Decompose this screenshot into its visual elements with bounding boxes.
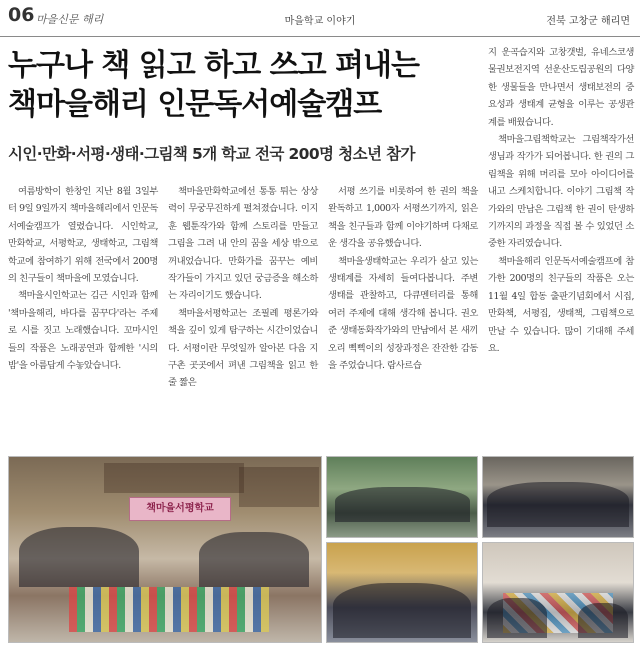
photo-drawing-workshop bbox=[482, 542, 634, 643]
photo-outdoor-group bbox=[326, 456, 478, 538]
paragraph: 책마을시인학교는 김근 시인과 함께 '책마을해리, 바다를 꿈꾸다'라는 주제로 시를 짓고 노래했습니다. 꼬마시인들의 작품은 노래공연과 함께한 '시의 밤'을 아름답게 수놓았습니다. bbox=[8, 290, 158, 372]
newspaper-name: 마을신문 해리 bbox=[36, 13, 104, 26]
article-subhead: 시인·만화·서평·생태·그림책 5개 학교 전국 200명 청소년 참가 bbox=[8, 145, 415, 163]
article-column-2 bbox=[168, 183, 318, 392]
people-shape bbox=[487, 598, 547, 638]
paragraph: 책마을해리 인문독서예술캠프에 참가한 200명의 친구들의 작품은 오는 11월 4일 합동 출판기념회에서 시집, 만화책, 서평집, 생태책, 그림책으로 만날 수 있습니다. 많이 기대해 주세요. bbox=[488, 255, 634, 354]
people-shape bbox=[335, 487, 470, 522]
headline-line-1: 누구나 책 읽고 하고 쓰고 펴내는 bbox=[8, 48, 419, 83]
people-shape bbox=[333, 583, 471, 638]
paragraph: 책마을그림책학교는 그림책작가선생님과 작가가 되어봅니다. 한 권의 그림책을 위해 머리를 모아 아이디어를 내고 스케치합니다. 이야기 그림책 작가와의 만남은 그림책 한 권이 탄생하기까지의 과정을 직접 볼 수 있었던 소중한 자리였습니다. bbox=[488, 134, 634, 250]
paragraph: 책마을만화학교에선 통통 튀는 상상력이 무궁무진하게 펼쳐졌습니다. 이지훈 웹툰작가와 함께 스토리를 만들고 그림을 그려 내 안의 꿈을 세상 밖으로 꺼내었습니다. 만화가를 꿈꾸는 예비 작가들이 가지고 있던 궁금증을 해소하는 자리이기도 했습니다. bbox=[168, 186, 318, 302]
photo-group-portrait bbox=[482, 456, 634, 538]
people-shape bbox=[199, 532, 309, 587]
paragraph: 책마을서평학교는 조필례 평론가와 책을 깊이 있게 탐구하는 시간이었습니다. 서평이란 무엇일까 알아본 다음 지구촌 곳곳에서 펴낸 그림책을 읽고 한 줄 짧은 bbox=[168, 307, 318, 389]
people-shape bbox=[19, 527, 139, 587]
bookshelf-shape bbox=[239, 467, 319, 507]
headline-line-2: 책마을해리 인문독서예술캠프 bbox=[8, 87, 382, 122]
banner-text: 책마을서평학교 bbox=[146, 503, 214, 514]
page-header bbox=[0, 0, 640, 37]
photo-banner bbox=[129, 497, 231, 521]
article-column-3 bbox=[328, 183, 478, 374]
bookshelf-shape bbox=[104, 463, 244, 493]
photo-library-book-table bbox=[8, 456, 322, 643]
section-title: 마을학교 이야기 bbox=[284, 16, 356, 27]
location-label: 전북 고창군 해리면 bbox=[546, 16, 630, 27]
people-shape bbox=[487, 482, 629, 527]
paragraph: 지 운곡습지와 고창갯벌, 유네스코생물권보전지역 선운산도립공원의 다양한 생물들을 만나면서 생태보전의 중요성과 생태계 균형을 이루는 공생관계를 배웠습니다. bbox=[488, 47, 634, 128]
article-headline bbox=[8, 46, 478, 124]
article-column-1 bbox=[8, 183, 158, 374]
people-shape bbox=[578, 603, 628, 638]
page-number: 06 bbox=[8, 4, 35, 26]
article-column-4 bbox=[488, 44, 634, 357]
paragraph: 여름방학이 한창인 지난 8월 3일부터 9일 9일까지 책마을해리에서 인문독서예술캠프가 열렸습니다. 시인학교, 만화학교, 서평학교, 생태학교, 그림책학교에 참여하기 위해 전국에서 200명의 친구들이 책마을에 모였습니다. bbox=[8, 186, 158, 285]
paragraph: 서평 쓰기를 비롯하여 한 권의 책을 완독하고 1,000자 서평쓰기까지, 읽은 책을 친구들과 함께 이야기하며 다채로운 생각을 공유했습니다. bbox=[328, 186, 478, 250]
paragraph: 책마을생태학교는 우리가 살고 있는 생태계를 자세히 들여다봅니다. 주변 생태를 관찰하고, 다큐멘터리를 통해 여러 주제에 대해 생각해 봅니다. 권오준 생태동화작가와의 만남에서 본 새끼오리 삑삑이의 성장과정은 잔잔한 감동을 주었습니다. 람사르습 bbox=[328, 255, 478, 372]
photo-indoor-class bbox=[326, 542, 478, 643]
books-on-table-shape bbox=[69, 587, 269, 632]
